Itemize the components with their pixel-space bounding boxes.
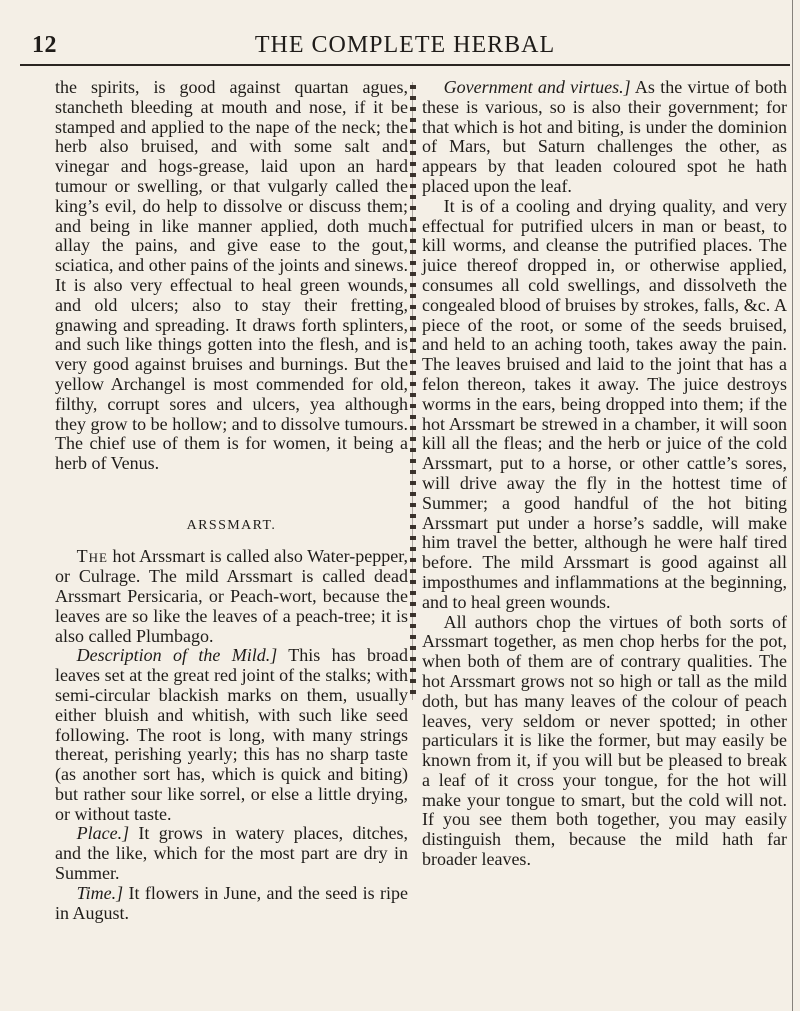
description-text: This has broad leaves set at the great red joint of the stalks; with semi-circular blackish marks on them, usually either bluish and whitish, with such like seed following. The root is long, with many strings thereat, perishing yearly; this has no sharp taste (as another sort has, which is quick and biting) but rather sour like sorrel, or else a little drying, or without taste. xyxy=(55,645,409,824)
section-heading-arssmart: ARSSMART. xyxy=(186,517,277,533)
time-label: Time.] xyxy=(76,882,124,903)
comparison-paragraph: All authors chop the virtues of both sorts of Arssmart together, as men chop herbs for the pot, when both of them are of contrary qualities. The hot Arssmart grows not so high or tall as the mild doth, but has many leaves of the colour of peach leaves, very seldom or never spotted; in other particulars it is like the former, but may easily be known from it, if you will but be pleased to break a leaf of it cross your tongue, for the hot will make your tongue to smart, but the cold will not. If you see them both together, you may easily distinguish them, because the mild hath far broader leaves. xyxy=(422,611,787,870)
place-label: Place.] xyxy=(76,823,130,844)
book-title: THE COMPLETE HERBAL xyxy=(254,32,556,58)
right-column xyxy=(422,78,787,870)
time-paragraph xyxy=(55,884,408,924)
place-text: It grows in watery places, ditches, and the like, which for the most part are dry in Summer. xyxy=(55,823,408,884)
government-text: As the virtue of both these is various, so is also their government; for that which is hot and biting, is under the dominion of Mars, but Saturn challenges the other, as appears by that leaden coloured spot he hath placed upon the leaf. xyxy=(422,77,788,196)
virtues-paragraph: It is of a cooling and drying quality, and very effectual for putrified ulcers in man or beast, to kill worms, and cleanse the putrified places. The juice thereof dropped in, or otherwise applied, consumes all cold swellings, and dissolveth the congealed blood of bruises by strokes, falls, &c. A piece of the root, or some of the seeds bruised, and held to an aching tooth, takes away the pain. The leaves bruised and laid to the joint that has a felon thereon, takes it away. The juice destroys worms in the ears, being dropped into them; if the hot Arssmart be strewed in a chamber, it will soon kill all the fleas; and the herb or juice of the cold Arssmart, put to a horse, or other cattle’s sores, will drive away the fly in the hottest time of Summer; a good handful of the hot biting Arssmart put under a horse’s saddle, will make him travel the better, although he were half tired before. The mild Arssmart is good against all imposthumes and inflammations at the beginning, and to heal green wounds. xyxy=(422,195,787,612)
header-rule xyxy=(20,64,790,66)
section-lead: The xyxy=(76,546,108,567)
place-paragraph xyxy=(55,824,408,883)
time-text: It flowers in June, and the seed is ripe in August. xyxy=(55,882,408,923)
page-number: 12 xyxy=(32,32,57,58)
page-edge xyxy=(792,0,793,1011)
section-intro-text: hot Arssmart is called also Water-pepper, or Culrage. The mild Arssmart is called dead Arssmart Persicaria, or Peach-wort, because the leaves are so like the leaves of a peach-tree; it is also called Plumbago. xyxy=(55,546,408,646)
description-paragraph xyxy=(55,646,408,824)
column-divider xyxy=(410,82,416,700)
arssmart-intro-paragraph xyxy=(55,547,408,646)
description-label: Description of the Mild.] xyxy=(76,645,278,666)
left-intro-paragraph: the spirits, is good against quartan agues, stancheth bleeding at mouth and nose, if it be stamped and applied to the nape of the neck; the herb also bruised, and with some salt and vinegar and hogs-grease, laid upon an hard tumour or swelling, or that vulgarly called the king’s evil, do help to dissolve or discuss them; and being in like manner applied, doth much allay the pains, and give ease to the gout, sciatica, and other pains of the joints and sinews. It is also very effectual to heal green wounds, and old ulcers; also to stay their fretting, gnawing and spreading. It draws forth splinters, and such like things gotten into the flesh, and is very good against bruises and burnings. But the yellow Archangel is most commended for old, filthy, corrupt sores and ulcers, yea although they grow to be hollow; and to dissolve tumours. The chief use of them is for women, it being a herb of Venus. xyxy=(55,77,408,474)
left-column xyxy=(55,78,408,923)
page-header xyxy=(20,30,790,66)
government-paragraph xyxy=(422,78,787,197)
government-label: Government and virtues.] xyxy=(443,77,631,97)
